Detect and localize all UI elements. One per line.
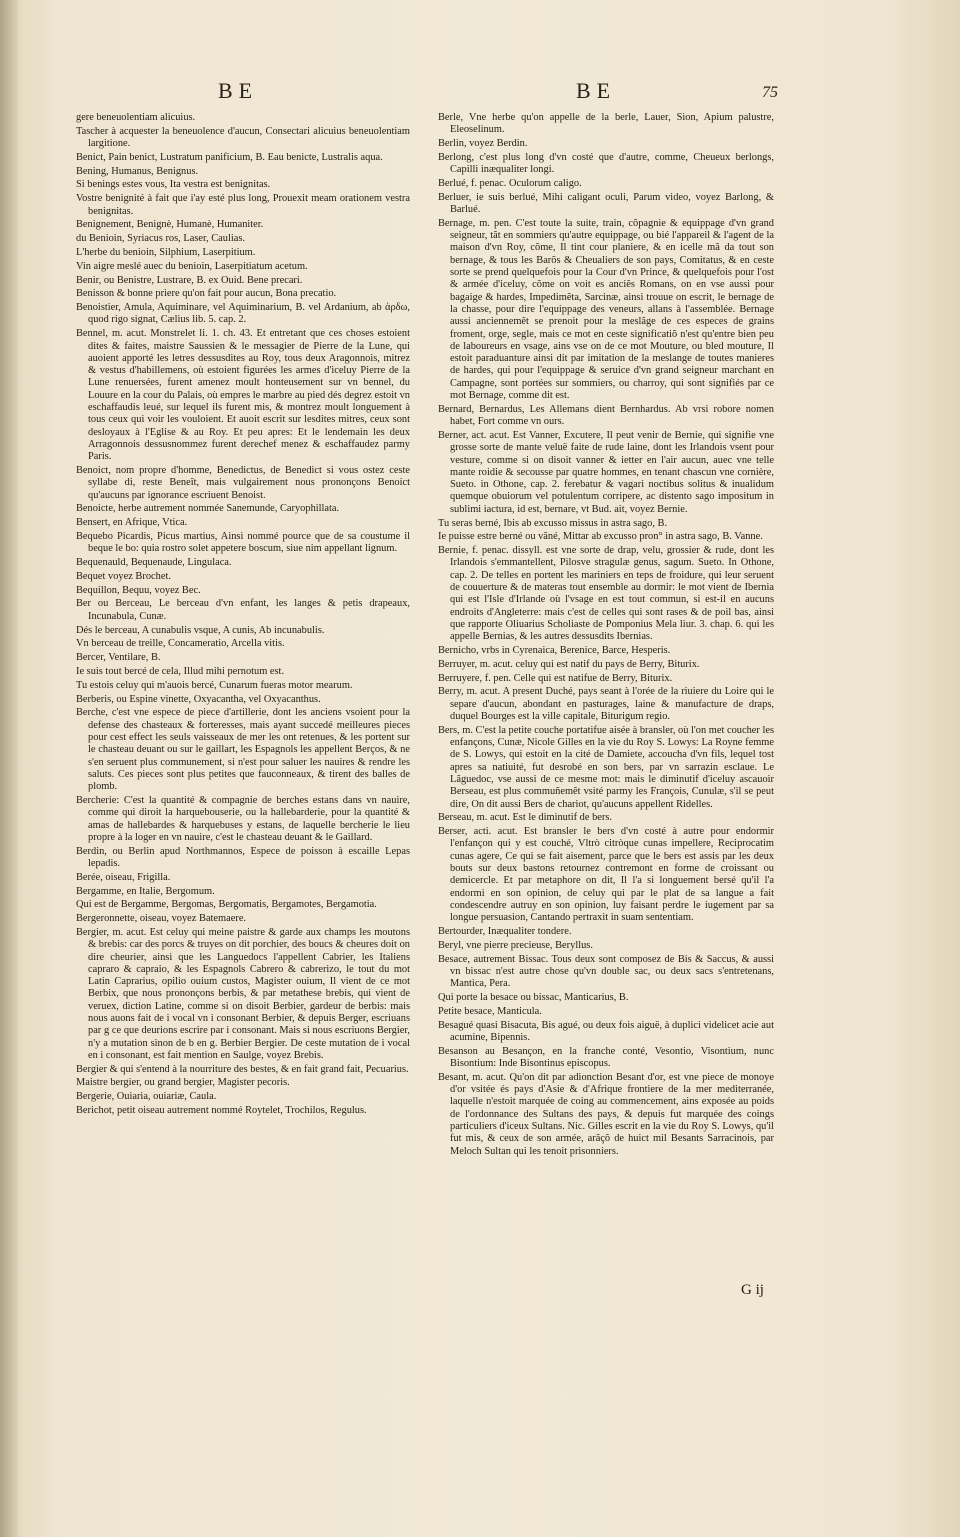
dictionary-entry: Berche, c'est vne espece de piece d'artillerie, dont les anciens vsoient pour la defense des chasteaux & forteresses, mais ayant succedé meilleures pieces pour cest effect les seuls vaisseaux de mer les ont retenues, & les portent sur le chasteau deuant ou sur le gaillart, les Espagnols les appellent Berços, & ne s'en seruent plus communement, si n'est pour saluer les nauires & rendre les saluts. Ces pieces sont plus petites que fauconneaux, & tirent des balles de plomb.	[76, 707, 410, 793]
dictionary-entry: Dés le berceau, A cunabulis vsque, A cunis, Ab incunabulis.	[76, 624, 325, 636]
dictionary-entry: Benict, Pain benict, Lustratum panificium, B. Eau benicte, Lustralis aqua.	[76, 151, 383, 163]
binding-gutter	[0, 0, 18, 1537]
dictionary-entry: Berner, act. acut. Est Vanner, Excutere, Il peut venir de Bernie, qui signifie vne grosse sorte de mante veluë faite de rude laine, dont les Irlandois vsent pour vesture, comme si on disoit vanner & ietter en l'air aucun, auec vne telle mante roidie & secousse par quatre hommes, en tenant chascun vne cornière, Sueto. in Othone, cap. 2. ferebatur & vagari noctibus solitus & inualidum quemque obuiorum vel potulentum corripere, ac distento sago impositum in sublimi iactura, id est, bernare, vt Bud. ait, voyez Bernie.	[438, 429, 774, 515]
dictionary-entry: Maistre bergier, ou grand bergier, Magister pecoris.	[76, 1077, 290, 1089]
dictionary-entry: Berluer, ie suis berlué, Mihi caligant oculi, Parum video, voyez Barlong, & Barlué.	[438, 191, 774, 216]
signature-mark: G ij	[741, 1282, 764, 1298]
dictionary-entry: Bequet voyez Brochet.	[76, 570, 171, 582]
dictionary-entry: Bening, Humanus, Benignus.	[76, 165, 199, 177]
running-head-left: BE	[218, 78, 259, 103]
dictionary-entry: Vn berceau de treille, Concameratio, Arcella vitis.	[76, 638, 285, 650]
dictionary-entry: Berlué, f. penac. Oculorum caligo.	[438, 177, 582, 189]
dictionary-entry: Bensert, en Afrique, Vtica.	[76, 517, 188, 529]
dictionary-entry: Bertourder, Inæqualiter tondere.	[438, 926, 572, 937]
dictionary-entry: Benoistier, Amula, Aquiminare, vel Aquiminarium, B. vel Ardanium, ab ἀρδω, quod rigo signat, Cælius lib. 5. cap. 2.	[76, 302, 410, 326]
dictionary-entry: Tu estois celuy qui m'auois bercé, Cunarum fueras motor mearum.	[76, 679, 353, 691]
dictionary-entry: Vostre benignité à fait que i'ay esté plus long, Prouexit meam orationem vestra benignitas.	[76, 193, 410, 217]
dictionary-entry: Qui est de Bergamme, Bergomas, Bergomatis, Bergamotes, Bergamotia.	[76, 899, 377, 911]
dictionary-entry: Benignement, Benignè, Humanè, Humaniter.	[76, 219, 264, 231]
left-column	[76, 112, 410, 1119]
dictionary-entry: Bercer, Ventilare, B.	[76, 652, 161, 664]
dictionary-entry: Si benings estes vous, Ita vestra est benignitas.	[76, 179, 271, 191]
dictionary-entry: gere beneuolentiam alicuius.	[76, 112, 196, 123]
dictionary-entry: Bergier, m. acut. Est celuy qui meine paistre & garde aux champs les moutons & brebis: car des porcs & truyes on dit porchier, des boucs & cheures doit on dire cheurier, ainsi que les Languedocs l'appellent Cabrier, les Italiens capraro & capraio, & les Espagnols Cabrero & cabrerizo, le tout du mot Latin Caprarius, opilio ouium custos, Magister ouium, Il vient de ce mot Berbix, que nous prononçons berbis, & par metathese brebis, qui vient de veruex, diction Latine, comme si on disoit Berbier, gardeur de berbis: mais nous auons fait de i vocal vn i consonant Berbier, & depuis Berger, escriuans par g ce que deurions escrire par i consonant. Mais si nous escriuons Bergier, n'y a mutation sinon de b en g. Berbier Bergier. De ceste mutation de i vocal en i consonant, est fait mention en Saulge, voyez Brebis.	[76, 926, 410, 1061]
dictionary-entry: Berruyer, m. acut. celuy qui est natif du pays de Berry, Biturix.	[438, 658, 700, 670]
dictionary-entry: L'herbe du benioin, Silphium, Laserpitium.	[76, 246, 256, 258]
dictionary-entry: Tu seras berné, Ibis ab excusso missus in astra sago, B.	[438, 517, 668, 529]
dictionary-entry: Bennel, m. acut. Monstrelet li. 1. ch. 43. Et entretant que ces choses estoient dites & faites, maistre Saussien & le messagier de Pierre de la Lune, qui auoient apporté les letres dessusdites au Roy, tous deux Aragonnois, mitrez & vestus d'habillemens, où estoient figurées les armes d'iceluy Pierre de la Lune renuersées, furent amenez moult honteusement sur vn bennel, du Louure en la cour du Palais, où empres le marbre au pied dés degrez estoit vn eschaffaudis leué, sur lequel ils furent mis, & montrez moult longuement à tous ceux qui voir les vouloient. Et auoit escrit sur lesdites mitres, ceux sont desloyaux à l'Eglise & au Roy. Et peu apres: Et le lendemain les deux Arragonnois dessusnommez furent derechef menez & eschaffaudez parmy Paris.	[76, 328, 410, 463]
dictionary-entry: Ber ou Berceau, Le berceau d'vn enfant, les langes & petis drapeaux, Incunabula, Cunæ.	[76, 598, 410, 622]
dictionary-entry: Berlong, c'est plus long d'vn costé que d'autre, comme, Cheueux berlongs, Capilli inæqualiter longi.	[438, 151, 774, 176]
dictionary-entry: Benoicte, herbe autrement nommée Sanemunde, Caryophillata.	[76, 503, 340, 515]
dictionary-entry: Besant, m. acut. Qu'on dit par adionction Besant d'or, est vne piece de monoye d'or vsitée és pays d'Asie & d'Afrique frontiere de la mer mediterranée, laquelle n'estoit marquée de coing au commencement, ains exposée au poids de l'ordonnance des Sultans des pays, & depuis fut marquée des coings particuliers d'iceux Sultans. Nic. Gilles escrit en la vie du Roy S. Lowys, qu'il fut mis, & ceux de son armée, arãçõ de huict mil Besants Sarracinois, par Meloch Sultan qui les tenoit prisonniers.	[438, 1071, 774, 1157]
dictionary-entry: Petite besace, Manticula.	[438, 1005, 542, 1017]
dictionary-entry: Beryl, vne pierre precieuse, Beryllus.	[438, 939, 593, 951]
dictionary-entry: Berser, acti. acut. Est bransler le bers d'vn costé à autre pour endormir l'enfançon qui y est couché, Vltrò citròque cunas impellere, Reciprocatim cunas agere, Ce qui se fait aisement, parce que le bers est assis par les deux bouts sur deux bastons retournez contremont en forme de croissant ou demicercle. Et par metaphore on dit, Il l'a si longuement bersé qu'il l'a endormi en son opinion, de celuy qui par le plat de sa langue a fait condescendre autruy en son opinion, luy faisant perdre le iugement par sa longue persuasion, Cantando pertraxit in suam sententiam.	[438, 826, 774, 924]
dictionary-entry: Berée, oiseau, Frigilla.	[76, 871, 171, 883]
right-column	[438, 112, 774, 1159]
dictionary-entry: Ie suis tout bercé de cela, Illud mihi pernotum est.	[76, 665, 285, 677]
dictionary-entry: Berdin, ou Berlin apud Northmannos, Espece de poisson à escaille Lepas lepadis.	[76, 845, 410, 869]
dictionary-entry: Berle, Vne herbe qu'on appelle de la berle, Lauer, Sion, Apium palustre, Eleoselinum.	[438, 112, 774, 136]
dictionary-entry: Bergerie, Ouiaria, ouiariæ, Caula.	[76, 1091, 217, 1103]
dictionary-entry: Berichot, petit oiseau autrement nommé Roytelet, Trochilos, Regulus.	[76, 1105, 367, 1117]
dictionary-entry: Berseau, m. acut. Est le diminutif de bers.	[438, 812, 612, 824]
dictionary-entry: Bequenauld, Bequenaude, Lingulaca.	[76, 557, 232, 569]
dictionary-entry: Bernie, f. penac. dissyll. est vne sorte de drap, velu, grossier & rude, dont les Irlandois s'emmantellent, Pilosve stragulæ genus, sagum. Sueto. In Othone, cap. 2. De telles en portent les mariniers en teps de froidure, qui leur seruent de couuerture & de materas tout ensemble au dormir: le mot vient de Ibernia qui est l'Isle d'Irlande où l'vsage en est tout commun, si est-il en aucuns endroits d'Angleterre: mais c'est de celles qui sont rases & de poil bas, ainsi que rapporte Oliuarius Scholiaste de Pomponius Mela liur. 3. chap. 6. qui les appelle Bernias, & les autres dessusdits Ibernias.	[438, 545, 774, 643]
dictionary-entry: Besagué quasi Bisacuta, Bis agué, ou deux fois aiguë, à duplici videlicet acie aut acumine, Bipennis.	[438, 1019, 774, 1043]
dictionary-entry: Bernage, m. pen. C'est toute la suite, train, cõpagnie & equippage d'vn grand seigneur, tãt en sommiers qu'autre equippage, ou bié l'appareil & l'agent de la maison d'vn Roy, cõme, Il tint cour planiere, & en icelle mã da tout son bernage, & tous les Barõs & Cheualiers de son pays, Comitatus, & en ceste sorte se prend quelquefois pour la Cour d'vn Prince, & quelquefois pour l'ost & armée d'iceluy, cõme on voit es anciẽs Romans, on en vse aussi pour bagaige & hardes, Impedimẽta, Sarcinæ, ainsi trouue on escrit, le bernage de la chasse, pour dire l'equippage des veneurs, allans à l'assemblée. Bernage aussi anciennemẽt se prenoit pour la meslãge de ces especes de grains froment, orge, segle, mais ce mot en ceste significatiõ n'est qu'entre bien peu de laboureurs en vsage, ains vse on de ce mot Mouture, ou bled mouture, Il estoit paraduanture ainsi dit par imitation de la meslange de toutes manieres de hardes, qui pour l'equippage & seruice d'vn grand seigneur marchant en Campagne, sont portées sur sommiers, ou charroy, qui sont signifiés par ce mot Bernage, comme dit est.	[438, 217, 774, 402]
dictionary-entry: Bergier & qui s'entend à la nourriture des bestes, & en fait grand fait, Pecuarius.	[76, 1063, 409, 1075]
dictionary-entry: Ie puisse estre berné ou vãné, Mittar ab excusso pron° in astra sago, B. Vanne.	[438, 531, 763, 543]
dictionary-entry: Bers, m. C'est la petite couche portatifue aisée à bransler, où l'on met coucher les enfançons, Cunæ, Nicole Gilles en la vie du Roy S. Lowys: La Royne femme de S. Lowys, qui estoit en la cité de Damiete, accoucha d'vn fils, lequel tost apres sa natiuité, fut desrobé en son bers, par vn sarrazin esclaue. Le Lãguedoc, vse aussi de ce mesme mot: mais le diminutif d'iceluy ascauoir Berseau, est plus commuñemẽt vsité parmy les François, Cunulæ, s'il se peut dire, On dit aussi Bers de chariot, qu'aucuns appellent Ridelles.	[438, 724, 774, 810]
dictionary-entry: Vin aigre meslé auec du benioin, Laserpitiatum acetum.	[76, 260, 308, 272]
dictionary-entry: Benoict, nom propre d'homme, Benedictus, de Benedict si vous ostez ceste syllabe di, reste Beneît, mais vulgairement nous prononçons Benoict qu'aucuns par ignorance escriuent Benoist.	[76, 465, 410, 501]
dictionary-entry: Benisson & bonne priere qu'on fait pour aucun, Bona precatio.	[76, 288, 337, 300]
dictionary-entry: Qui porte la besace ou bissac, Manticarius, B.	[438, 991, 629, 1003]
dictionary-entry: Besace, autrement Bissac. Tous deux sont composez de Bis & Saccus, & aussi vn bissac n'est autre chose qu'vn double sac, ou deux sacs s'entretenans, Mantica, Pera.	[438, 953, 774, 990]
dictionary-entry: Bercherie: C'est la quantité & compagnie de berches estans dans vn nauire, comme qui diroit la harquebouserie, ou la hallebarderie, pour la quantité & amas de hallebardes & harquebuses y estans, de laquelle bercherie le lieu propre à la loger en vn nauire, c'est le chasteau deuant & le Gaillard.	[76, 794, 410, 843]
dictionary-entry: Bernicho, vrbs in Cyrenaica, Berenice, Barce, Hesperis.	[438, 644, 671, 656]
running-head-right: BE	[576, 78, 617, 103]
dictionary-entry: Tascher à acquester la beneuolence d'aucun, Consectari alicuius beneuolentiam largitione.	[76, 125, 410, 150]
dictionary-entry: Bequebo Picardis, Picus martius, Ainsi nommé pource que de sa coustume il beque le bo: quia rostro solet appetere boscum, siue nim appellant lignum.	[76, 531, 410, 555]
dictionary-entry: Bergeronnette, oiseau, voyez Batemaere.	[76, 913, 247, 925]
dictionary-entry: Benir, ou Benistre, Lustrare, B. ex Ouid. Bene precari.	[76, 274, 303, 286]
dictionary-entry: Bernard, Bernardus, Les Allemans dient Bernhardus. Ab vrsi robore nomen habet, Fort comme vn ours.	[438, 403, 774, 428]
dictionary-entry: Bergamme, en Italie, Bergomum.	[76, 885, 215, 897]
dictionary-entry: du Benioin, Syriacus ros, Laser, Caulias.	[76, 233, 245, 245]
dictionary-entry: Berry, m. acut. A present Duché, pays seant à l'orée de la riuiere du Loire qui le separe d'aucun, abondant en pasturages, laine & manufacture de draps, duquel Bourges est la ville capitale, Biturigum regio.	[438, 686, 774, 722]
dictionary-entry: Berlin, voyez Berdin.	[438, 138, 528, 150]
dictionary-entry: Berberis, ou Espine vinette, Oxyacantha, vel Oxyacanthus.	[76, 693, 321, 705]
dictionary-entry: Bequillon, Bequu, voyez Bec.	[76, 584, 201, 596]
dictionary-entry: Berruyere, f. pen. Celle qui est natifue de Berry, Biturix.	[438, 672, 673, 684]
page-number: 75	[762, 84, 778, 101]
dictionary-entry: Besanson au Besançon, en la franche conté, Vesontio, Visontium, nunc Bisontium: Inde Bisontinus episcopus.	[438, 1045, 774, 1069]
